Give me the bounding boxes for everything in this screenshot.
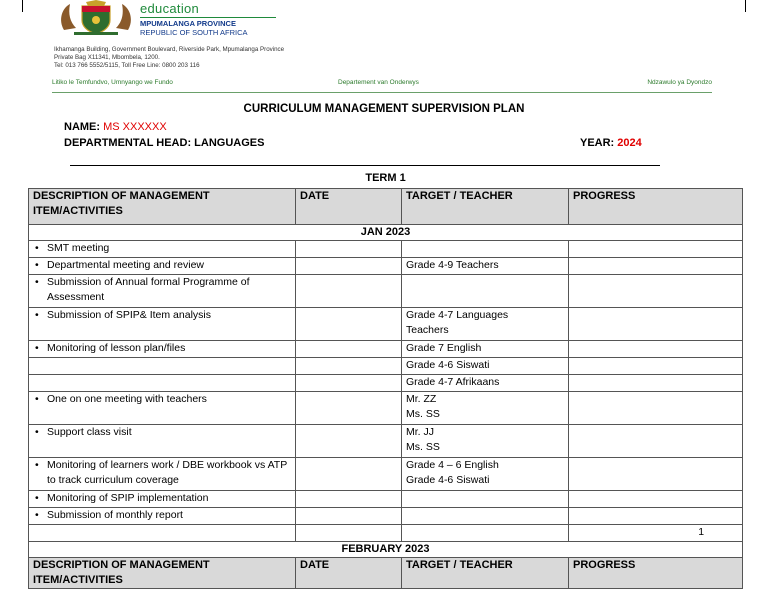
date-cell bbox=[296, 340, 402, 357]
column-header-target: TARGET / TEACHER bbox=[402, 188, 569, 224]
target-text: Grade 4-6 Siswati bbox=[406, 358, 490, 371]
address-block bbox=[54, 46, 284, 70]
letterhead-divider bbox=[52, 92, 712, 93]
table-header-row-feb bbox=[29, 557, 743, 588]
target-cell bbox=[402, 274, 569, 307]
year-label: YEAR: bbox=[580, 137, 618, 149]
table-row bbox=[29, 240, 743, 257]
corner-mark-left bbox=[22, 0, 23, 12]
target-text: Teachers bbox=[406, 323, 449, 336]
progress-cell bbox=[569, 307, 743, 340]
heading-divider bbox=[70, 165, 660, 166]
month-row-jan bbox=[29, 224, 743, 240]
table-row bbox=[29, 357, 743, 374]
date-cell bbox=[296, 274, 402, 307]
motto-center: Departement van Onderwys bbox=[338, 79, 419, 86]
activity-cell bbox=[29, 391, 296, 424]
date-cell bbox=[296, 424, 402, 457]
progress-cell bbox=[569, 274, 743, 307]
term-row bbox=[29, 169, 743, 188]
table-row bbox=[29, 391, 743, 424]
empty-cell bbox=[296, 524, 402, 541]
table-row bbox=[29, 490, 743, 507]
activity-cell bbox=[29, 457, 296, 490]
target-cell bbox=[402, 340, 569, 357]
address-line-2: Private Bag X11341, Mbombela, 1200. bbox=[54, 54, 160, 61]
month-label-feb: FEBRUARY 2023 bbox=[29, 541, 743, 557]
activity-cell bbox=[29, 374, 296, 391]
target-cell bbox=[402, 307, 569, 340]
departmental-head-line: DEPARTMENTAL HEAD: LANGUAGES bbox=[64, 137, 265, 149]
corner-mark-right bbox=[745, 0, 746, 12]
date-cell bbox=[296, 357, 402, 374]
empty-cell bbox=[402, 524, 569, 541]
activity-cell bbox=[29, 257, 296, 274]
activity-cell bbox=[29, 274, 296, 307]
activity-text: • Departmental meeting and review bbox=[33, 258, 291, 273]
progress-cell bbox=[569, 340, 743, 357]
name-label: NAME: bbox=[64, 121, 104, 133]
target-text: Grade 4 – 6 English bbox=[406, 458, 499, 471]
target-text: Ms. SS bbox=[406, 407, 440, 420]
activity-cell bbox=[29, 424, 296, 457]
table-row bbox=[29, 374, 743, 391]
column-header-date: DATE bbox=[296, 557, 402, 588]
supervision-plan-table bbox=[28, 169, 742, 589]
date-cell bbox=[296, 257, 402, 274]
activity-text: • Submission of monthly report bbox=[33, 508, 291, 523]
activity-text: • SMT meeting bbox=[33, 241, 291, 256]
column-header-target: TARGET / TEACHER bbox=[402, 557, 569, 588]
activity-cell bbox=[29, 307, 296, 340]
date-cell bbox=[296, 307, 402, 340]
year-value: 2024 bbox=[617, 137, 642, 149]
target-cell bbox=[402, 357, 569, 374]
progress-cell bbox=[569, 490, 743, 507]
progress-cell bbox=[569, 457, 743, 490]
activity-text: • One on one meeting with teachers bbox=[33, 392, 291, 407]
progress-cell bbox=[569, 507, 743, 524]
empty-cell bbox=[29, 524, 296, 541]
table-row bbox=[29, 307, 743, 340]
progress-cell bbox=[569, 424, 743, 457]
page-number: 1 bbox=[569, 524, 743, 541]
column-header-progress: PROGRESS bbox=[569, 557, 743, 588]
brand-block bbox=[140, 2, 276, 37]
column-header-activity: DESCRIPTION OF MANAGEMENT ITEM/ACTIVITIES bbox=[29, 557, 296, 588]
brand-country: REPUBLIC OF SOUTH AFRICA bbox=[140, 28, 248, 37]
address-line-1: Ikhamanga Building, Government Boulevard, Riverside Park, Mpumalanga Province bbox=[54, 46, 285, 53]
letterhead bbox=[52, 0, 712, 100]
activity-cell bbox=[29, 490, 296, 507]
table-row bbox=[29, 274, 743, 307]
activity-cell bbox=[29, 507, 296, 524]
target-cell bbox=[402, 240, 569, 257]
table-header-row bbox=[29, 188, 743, 224]
table-row bbox=[29, 457, 743, 490]
activity-text: • Monitoring of SPIP implementation bbox=[33, 491, 291, 506]
activity-text: • Monitoring of lesson plan/files bbox=[33, 341, 291, 356]
table-row bbox=[29, 507, 743, 524]
activity-cell bbox=[29, 340, 296, 357]
brand-province: MPUMALANGA PROVINCE bbox=[140, 19, 236, 28]
target-cell bbox=[402, 490, 569, 507]
motto-right: Ndzawulo ya Dyondzo bbox=[647, 79, 712, 86]
activity-text: • Submission of SPIP& Item analysis bbox=[33, 308, 291, 323]
date-cell bbox=[296, 507, 402, 524]
table-row bbox=[29, 257, 743, 274]
target-cell bbox=[402, 457, 569, 490]
month-row-feb bbox=[29, 541, 743, 557]
target-text: Grade 4-7 Languages bbox=[406, 308, 509, 321]
target-cell bbox=[402, 507, 569, 524]
date-cell bbox=[296, 240, 402, 257]
progress-cell bbox=[569, 391, 743, 424]
progress-cell bbox=[569, 257, 743, 274]
activity-text: • Monitoring of learners work / DBE workbook vs ATP to track curriculum coverage bbox=[33, 458, 291, 488]
term-label: TERM 1 bbox=[365, 172, 406, 184]
name-value: MS XXXXXX bbox=[103, 121, 167, 133]
target-cell bbox=[402, 257, 569, 274]
plan-title: CURRICULUM MANAGEMENT SUPERVISION PLAN bbox=[243, 103, 525, 115]
date-cell bbox=[296, 374, 402, 391]
target-text: Grade 4-6 Siswati bbox=[406, 473, 490, 486]
date-cell bbox=[296, 457, 402, 490]
target-text: Grade 7 English bbox=[406, 341, 482, 354]
target-text: Grade 4-9 Teachers bbox=[406, 258, 499, 271]
year-line bbox=[580, 137, 642, 149]
brand-rule bbox=[140, 17, 276, 18]
progress-cell bbox=[569, 357, 743, 374]
date-cell bbox=[296, 391, 402, 424]
target-text: Ms. SS bbox=[406, 440, 440, 453]
address-line-3: Tel: 013 766 5552/5115, Toll Free Line: 0800 203 116 bbox=[54, 62, 200, 69]
target-cell bbox=[402, 374, 569, 391]
brand-title: education bbox=[140, 1, 200, 16]
activity-cell bbox=[29, 240, 296, 257]
name-line bbox=[64, 121, 167, 133]
table-row bbox=[29, 340, 743, 357]
activity-cell bbox=[29, 357, 296, 374]
column-header-activity: DESCRIPTION OF MANAGEMENT ITEM/ACTIVITIES bbox=[29, 188, 296, 224]
target-cell bbox=[402, 424, 569, 457]
coat-of-arms-logo bbox=[56, 0, 136, 36]
target-cell bbox=[402, 391, 569, 424]
month-label-jan: JAN 2023 bbox=[29, 224, 743, 240]
progress-cell bbox=[569, 374, 743, 391]
date-cell bbox=[296, 490, 402, 507]
activity-text: • Submission of Annual formal Programme of Assessment bbox=[33, 275, 291, 305]
page-number-row bbox=[29, 524, 743, 541]
target-text: Grade 4-7 Afrikaans bbox=[406, 375, 500, 388]
column-header-progress: PROGRESS bbox=[569, 188, 743, 224]
target-text: Mr. JJ bbox=[406, 425, 434, 438]
table-row bbox=[29, 424, 743, 457]
column-header-date: DATE bbox=[296, 188, 402, 224]
activity-text: • Support class visit bbox=[33, 425, 291, 440]
progress-cell bbox=[569, 240, 743, 257]
target-text: Mr. ZZ bbox=[406, 392, 437, 405]
motto-left: Litiko le Temfundvo, Umnyango we Fundo bbox=[52, 79, 173, 86]
